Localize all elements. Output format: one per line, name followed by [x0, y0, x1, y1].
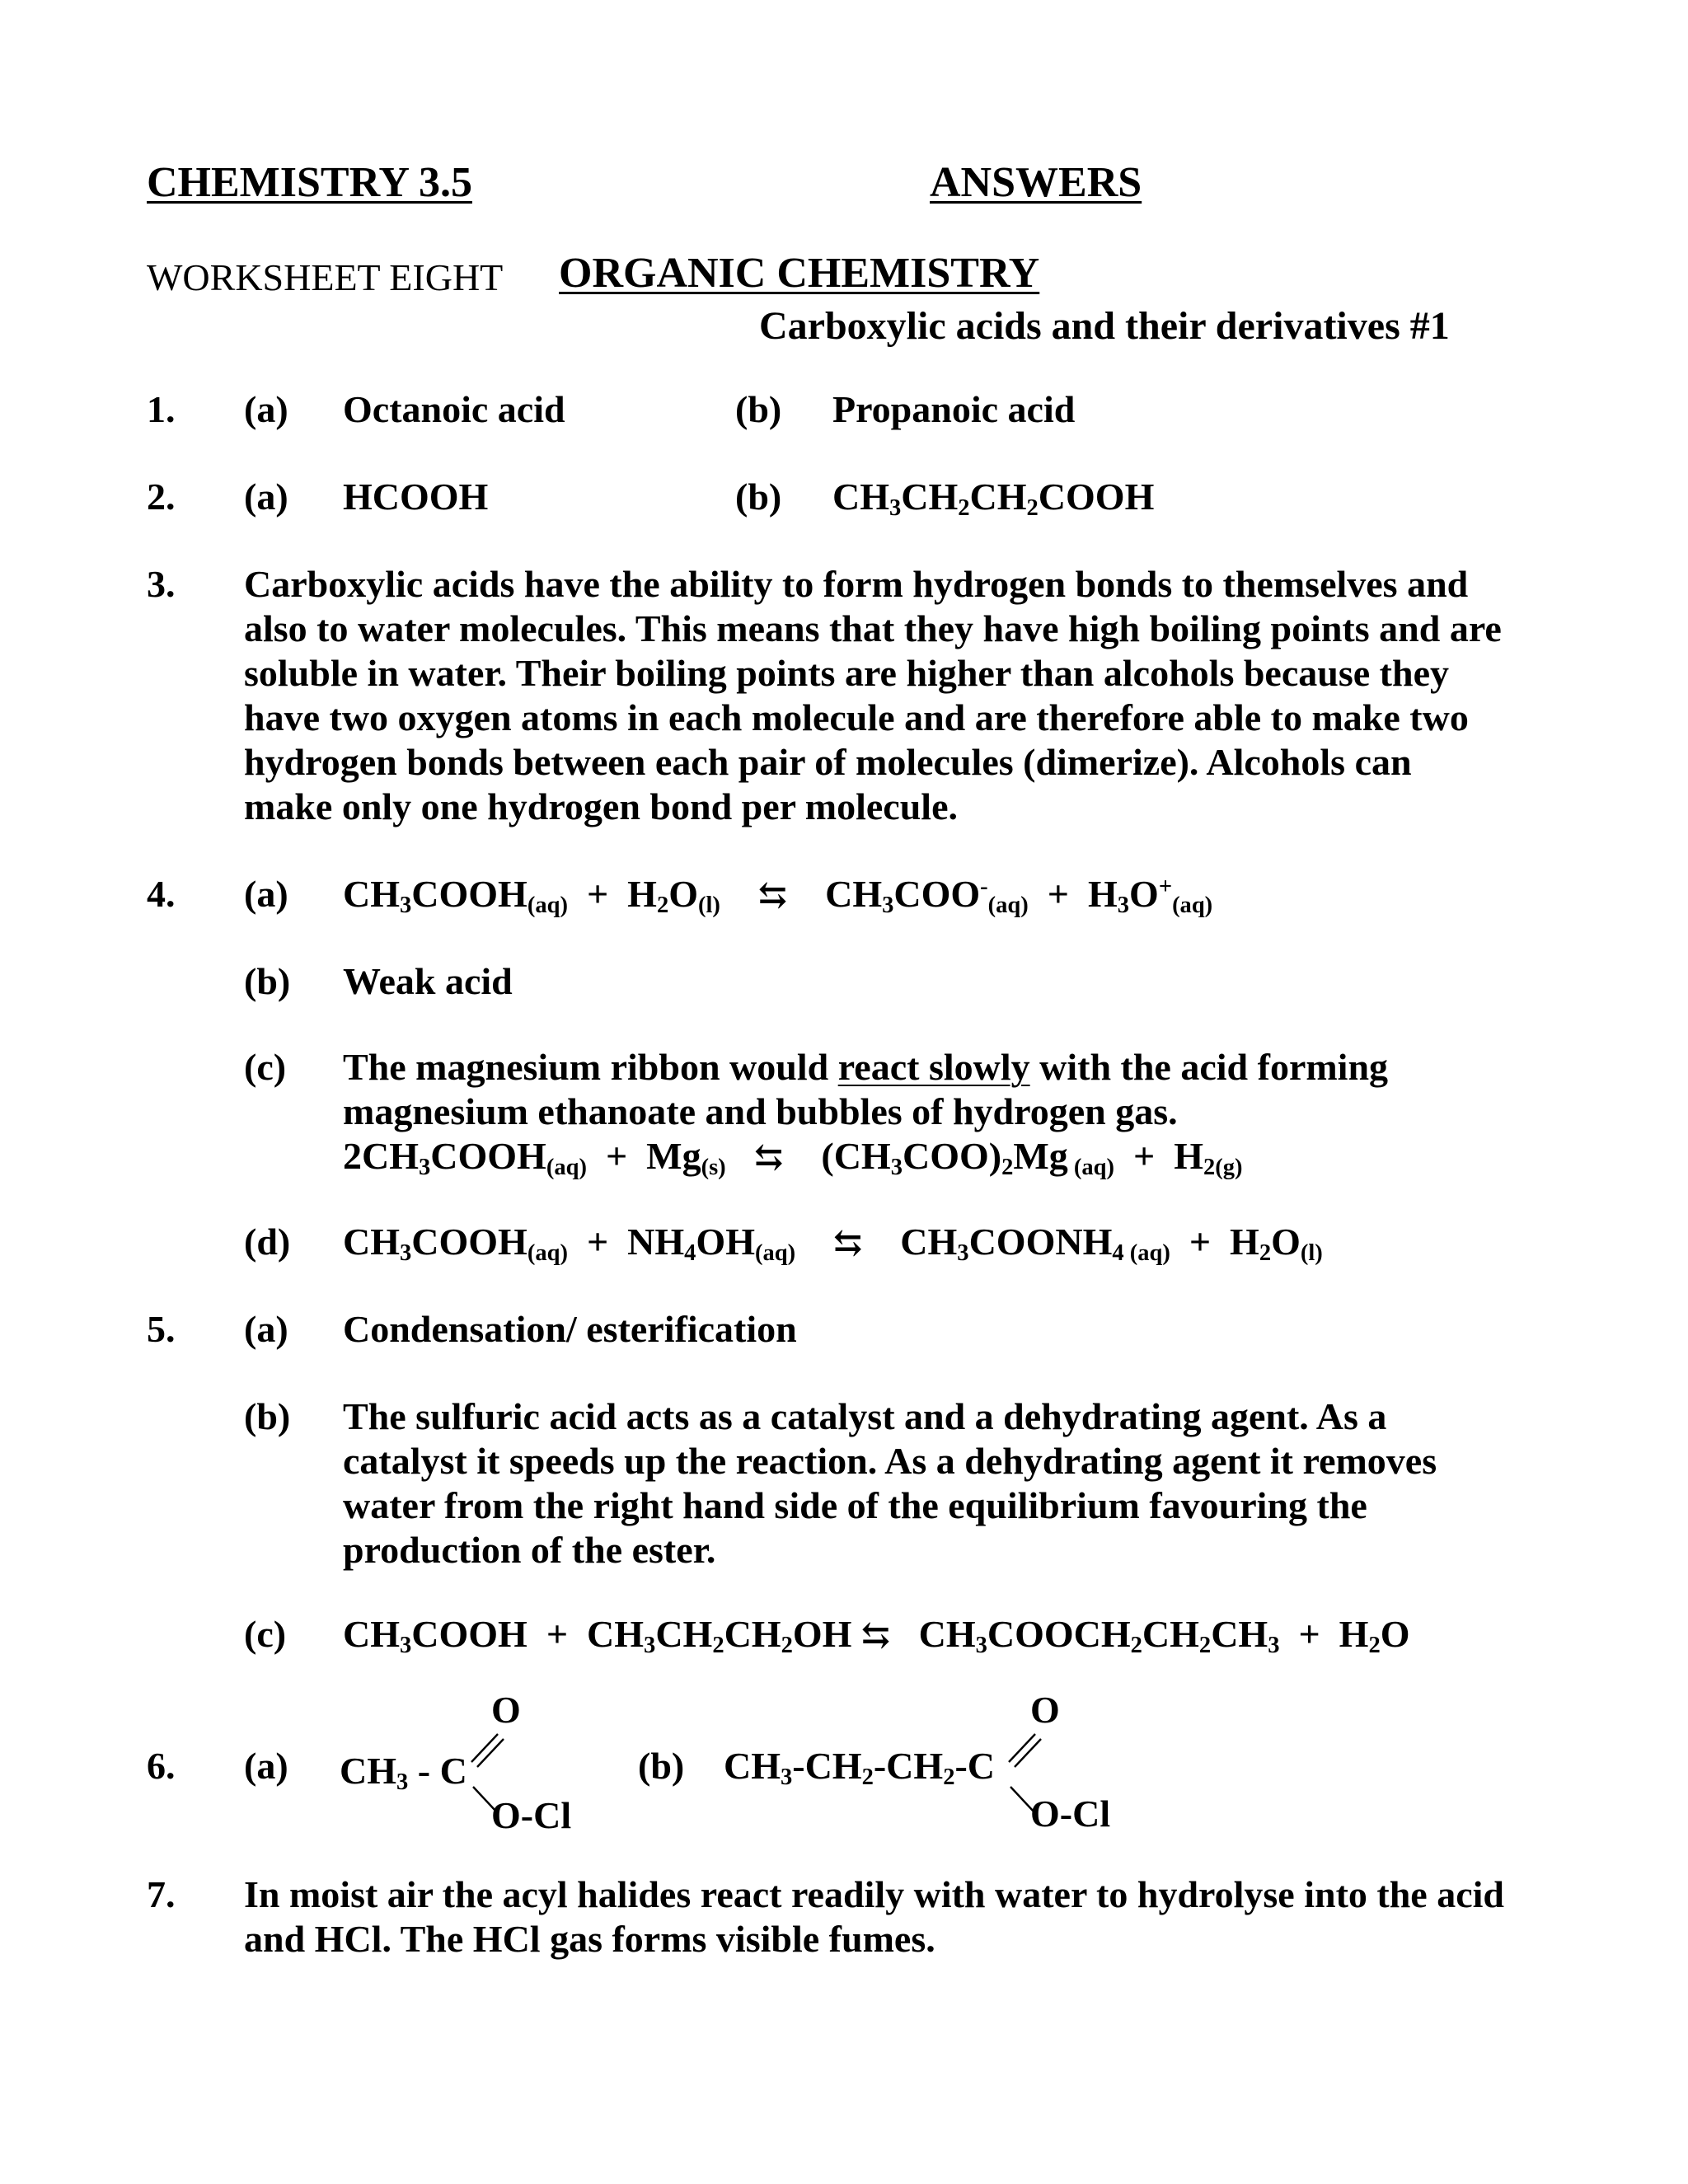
- q3-line: soluble in water. Their boiling points are higher than alcohols because they: [244, 652, 1449, 694]
- q3-number: 3.: [147, 563, 176, 605]
- equilibrium-arrow-icon: ⇆: [860, 1617, 891, 1655]
- q5-b-line: water from the right hand side of the equilibrium favouring the: [343, 1484, 1367, 1526]
- q1-b-answer: Propanoic acid: [832, 388, 1076, 430]
- q6-b-formula: $CH_3-CH_2-CH_2-C$: [724, 1745, 995, 1791]
- q6-b-label: (b): [638, 1745, 685, 1787]
- q5-number: 5.: [147, 1308, 176, 1350]
- q6-a-formula: $CH_3$ - C: [340, 1750, 467, 1796]
- q4-d-label: (d): [244, 1221, 291, 1263]
- q4-c-equation: $2CH_3COOH_{(aq)} + Mg_{(s)}$ ⇆ $(CH_3COO)_2Mg$ $_{(aq)} + H_{2(g)}$: [343, 1135, 1243, 1181]
- q5-a-answer: Condensation/ esterification: [343, 1308, 797, 1350]
- subtopic-title: Carboxylic acids and their derivatives #1: [759, 304, 1450, 348]
- q6-b-bonds: [999, 1722, 1057, 1813]
- course-title: CHEMISTRY 3.5: [147, 159, 472, 206]
- q6-b-ocl: O-Cl: [1030, 1793, 1111, 1835]
- q7-number: 7.: [147, 1873, 176, 1915]
- q5-c-equation: $CH_3COOH + CH_3CH_2CH_2OH$ ⇆ $CH_3COOCH_2CH_2CH_3 + H_2O$: [343, 1613, 1410, 1659]
- q6-a-oxygen: O: [491, 1689, 521, 1731]
- q3-line: make only one hydrogen bond per molecule.: [244, 785, 958, 827]
- q2-b-label: (b): [735, 476, 782, 518]
- q5-b-line: catalyst it speeds up the reaction. As a dehydrating agent it removes: [343, 1440, 1437, 1482]
- q3-line: hydrogen bonds between each pair of molecules (dimerize). Alcohols can: [244, 741, 1412, 783]
- answers-title: ANSWERS: [930, 159, 1142, 206]
- q6-a-bonds: [462, 1722, 519, 1813]
- q5-a-label: (a): [244, 1308, 288, 1350]
- q5-b-line: The sulfuric acid acts as a catalyst and a dehydrating agent. As a: [343, 1395, 1387, 1437]
- q5-b-line: production of the ester.: [343, 1529, 716, 1571]
- q2-a-label: (a): [244, 476, 288, 518]
- q4-c-line1: [343, 1045, 1388, 1090]
- q4-c-line2: magnesium ethanoate and bubbles of hydrogen gas.: [343, 1090, 1178, 1132]
- q5-b-answer: [343, 1394, 1437, 1572]
- q4-b-answer: Weak acid: [343, 960, 513, 1002]
- q1-b-label: (b): [735, 388, 782, 430]
- q4-a-equation: $CH_3COOH_{(aq)} + H_2O_{(l)}$ ⇆ $CH_3COO^-_{(aq)} + H_3O^+_{(aq)}$: [343, 873, 1213, 919]
- q7-answer: [244, 1872, 1504, 1961]
- q7-line: In moist air the acyl halides react readily with water to hydrolyse into the acid: [244, 1873, 1505, 1915]
- q4-c-text: The magnesium ribbon would: [343, 1046, 838, 1088]
- q4-a-label: (a): [244, 873, 288, 915]
- q6-b-oxygen: O: [1030, 1689, 1060, 1731]
- q6-number: 6.: [147, 1745, 176, 1787]
- topic-title: ORGANIC CHEMISTRY: [559, 250, 1040, 297]
- q2-b-answer: $CH_3CH_2CH_2COOH$: [832, 476, 1155, 522]
- q4-b-label: (b): [244, 960, 291, 1002]
- q5-b-label: (b): [244, 1395, 291, 1437]
- q3-line: also to water molecules. This means that they have high boiling points and are: [244, 607, 1502, 649]
- q1-a-label: (a): [244, 388, 288, 430]
- q4-c-underlined: react slowly: [837, 1046, 1030, 1088]
- q4-number: 4.: [147, 873, 176, 915]
- worksheet-label: WORKSHEET EIGHT: [147, 256, 504, 298]
- q2-a-answer: HCOOH: [343, 476, 489, 518]
- q5-c-label: (c): [244, 1613, 287, 1655]
- q4-c-label: (c): [244, 1046, 287, 1088]
- q3-line: Carboxylic acids have the ability to form hydrogen bonds to themselves and: [244, 563, 1469, 605]
- q1-a-answer: Octanoic acid: [343, 388, 565, 430]
- q6-a-ocl: O-Cl: [491, 1794, 572, 1836]
- equilibrium-arrow-icon: ⇆: [754, 1139, 784, 1177]
- q4-c-text: with the acid forming: [1029, 1046, 1389, 1088]
- q7-line: and HCl. The HCl gas forms visible fumes.: [244, 1918, 935, 1960]
- equilibrium-arrow-icon: ⇆: [757, 877, 788, 915]
- q6-a-label: (a): [244, 1745, 288, 1787]
- q1-number: 1.: [147, 388, 176, 430]
- q2-number: 2.: [147, 476, 176, 518]
- equilibrium-arrow-icon: ⇆: [833, 1225, 863, 1263]
- q3-line: have two oxygen atoms in each molecule and are therefore able to make two: [244, 696, 1469, 738]
- q4-d-equation: $CH_3COOH_{(aq)} + NH_4OH_{(aq)}$ ⇆ $CH_3COONH_{4 (aq)} + H_2O_{(l)}$: [343, 1221, 1323, 1267]
- q3-answer: [244, 562, 1502, 829]
